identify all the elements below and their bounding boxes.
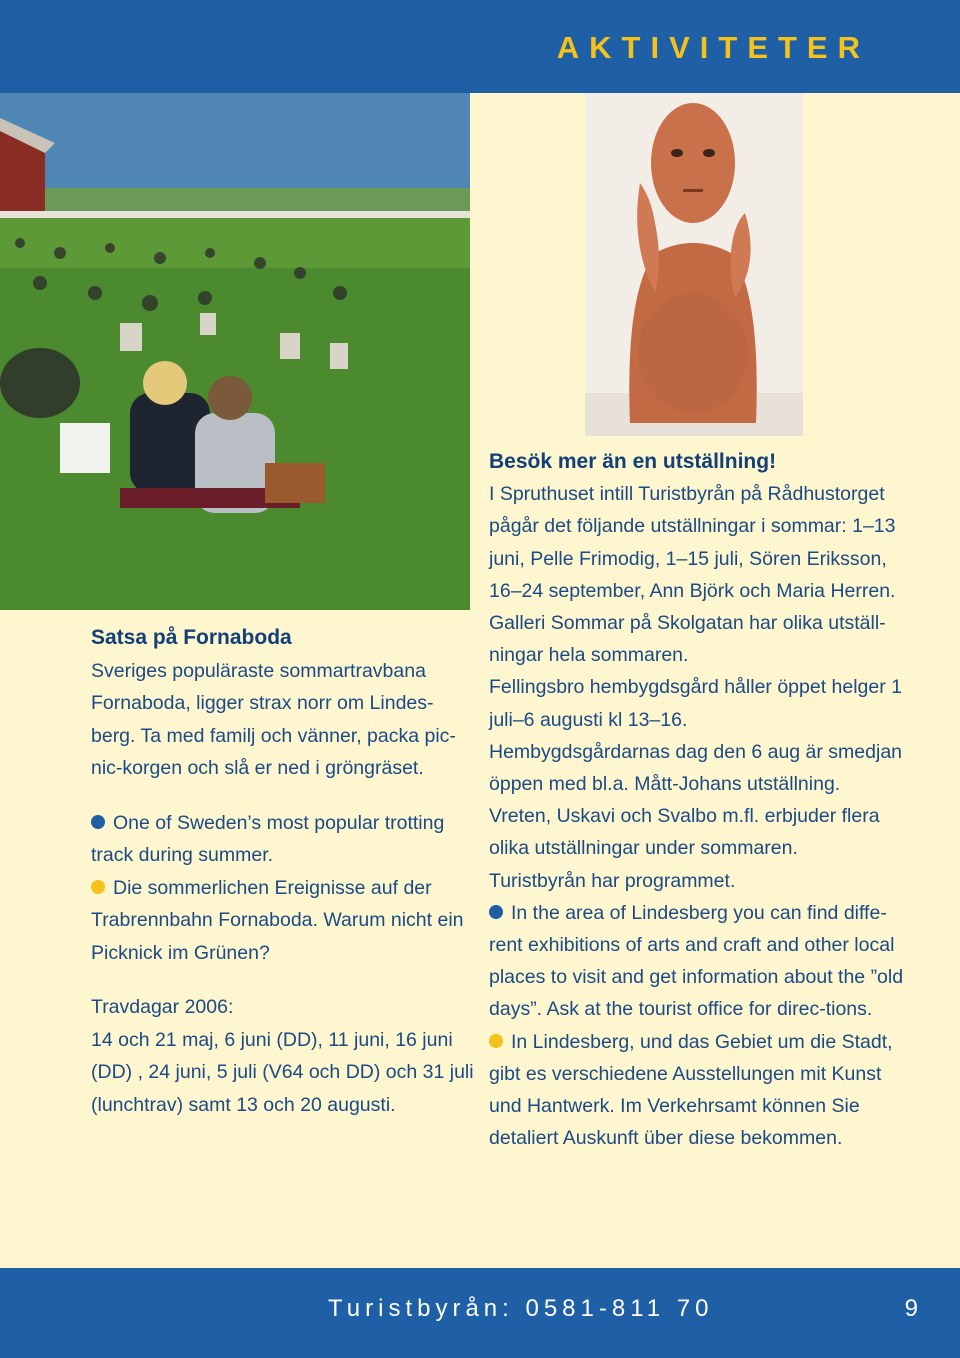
- section-title: AKTIVITETER: [556, 30, 870, 65]
- fornaboda-german: [91, 872, 476, 970]
- trotting-track-photo: [0, 93, 470, 610]
- spacer: [91, 969, 476, 991]
- exhibition-english: [489, 897, 919, 1026]
- travdagar-dates: 14 och 21 maj, 6 juni (DD), 11 juni, 16 juni (DD) , 24 juni, 5 juli (V64 och DD) och 31 juli (lunchtrav) samt 13 och 20 augusti.: [91, 1028, 474, 1116]
- fornaboda-german-text: Die sommerlichen Ereignisse auf der Trabrennbahn Fornaboda. Warum nicht ein Picknick im Grünen?: [91, 876, 464, 964]
- galleri-sommar-paragraph: Galleri Sommar på Skolgatan har olika utställ-ningar hela sommaren.: [489, 612, 886, 667]
- blue-bullet-icon: [91, 815, 105, 829]
- sculpture-illustration: [585, 93, 803, 436]
- vreten-paragraph: Vreten, Uskavi och Svalbo m.fl. erbjuder flera olika utställningar under sommaren.: [489, 805, 880, 860]
- fornaboda-heading: Satsa på Fornaboda: [91, 626, 292, 649]
- exhibition-heading: Besök mer än en utställning!: [489, 450, 777, 473]
- header-bar: [0, 0, 960, 93]
- page-number: 9: [904, 1295, 918, 1322]
- exhibition-german: [489, 1026, 919, 1155]
- exhibition-english-text: In the area of Lindesberg you can find diffe-rent exhibitions of arts and craft and other local places to visit and get information about the ”old days”. Ask at the tourist office for direc-tions.: [489, 901, 904, 1021]
- blue-bullet-icon: [489, 905, 503, 919]
- travdagar-label: Travdagar 2006:: [91, 996, 234, 1018]
- yellow-bullet-icon: [91, 880, 105, 894]
- tourist-office-phone: Turistbyrån: 0581-811 70: [328, 1295, 714, 1322]
- exhibition-german-text: In Lindesberg, und das Gebiet um die Stadt, gibt es verschiedene Ausstellungen mit Kunst und Hantwerk. Im Verkehrsamt können Sie detaliert Auskunft über diese bekommen.: [489, 1030, 893, 1150]
- sculpture-photo: [585, 93, 803, 436]
- left-column: [91, 622, 476, 1121]
- fornaboda-english-text: One of Sweden’s most popular trotting track during summer.: [91, 811, 445, 866]
- right-column: [489, 446, 919, 1154]
- spruthuset-paragraph: I Spruthuset intill Turistbyrån på Rådhustorget pågår det följande utställningar i sommar: 1–13 juni, Pelle Frimodig, 1–15 juli, Sören Eriksson, 16–24 september, Ann Björk och Maria Herren.: [489, 483, 896, 602]
- fellingsbro-paragraph: Fellingsbro hembygdsgård håller öppet helger 1 juli–6 augusti kl 13–16.: [489, 676, 903, 731]
- fornaboda-intro: Sveriges populäraste sommartravbana Fornaboda, ligger strax norr om Lindes-berg. Ta med familj och vänner, packa pic-nic-korgen och slå er ned i gröngräset.: [91, 659, 456, 779]
- trotting-track-illustration: [0, 93, 470, 610]
- footer-bar: [0, 1268, 960, 1358]
- turistbyran-paragraph: Turistbyrån har programmet.: [489, 869, 736, 892]
- spacer: [91, 785, 476, 807]
- hembygdsgard-paragraph: Hembygdsgårdarnas dag den 6 aug är smedjan öppen med bl.a. Mått-Johans utställning.: [489, 740, 903, 796]
- fornaboda-english: [91, 807, 476, 872]
- yellow-bullet-icon: [489, 1034, 503, 1048]
